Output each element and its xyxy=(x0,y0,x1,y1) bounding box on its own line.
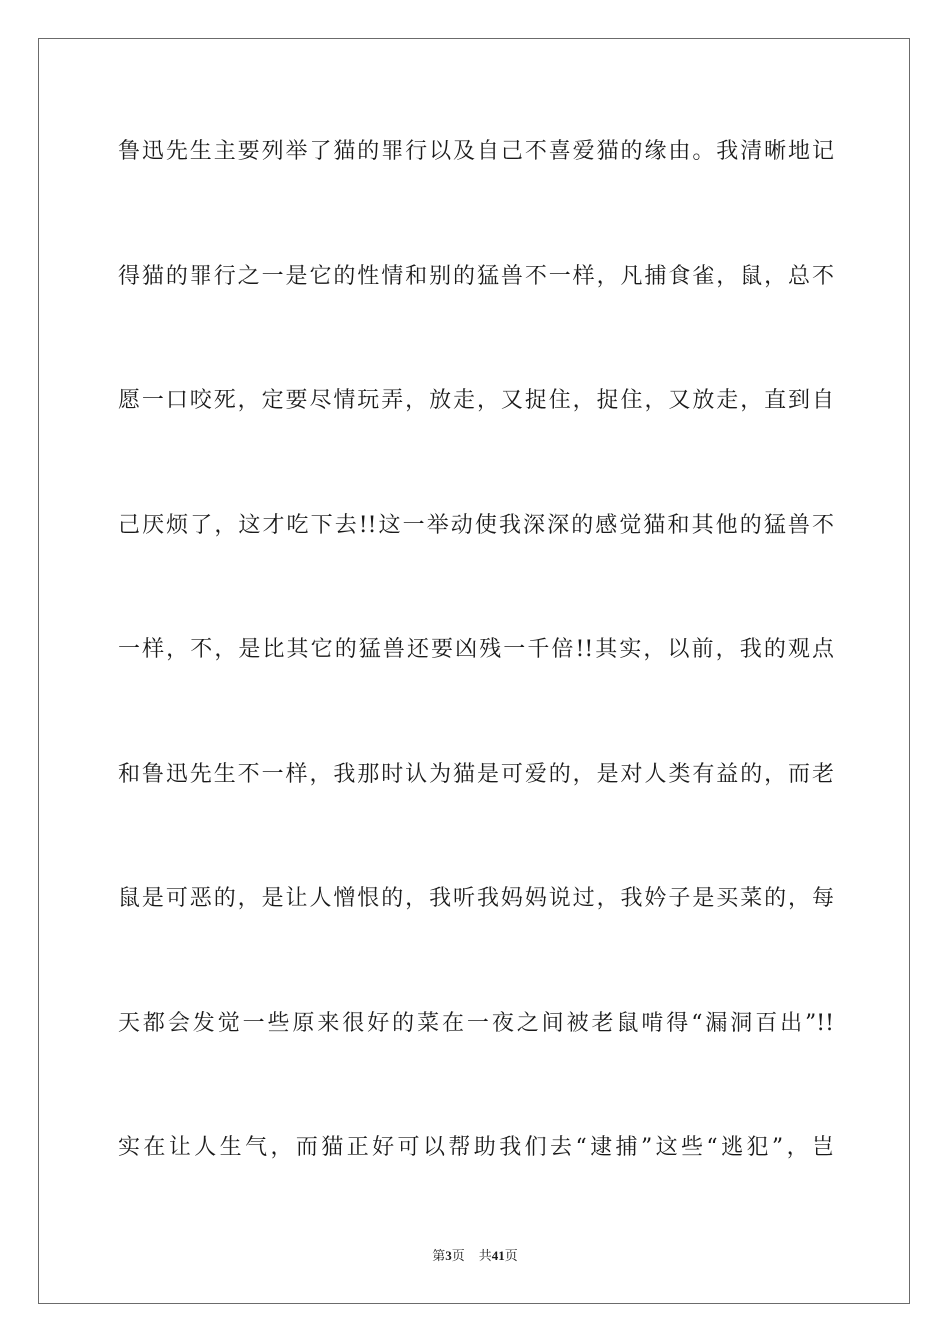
text-line: 得猫的罪行之一是它的性情和别的猛兽不一样，凡捕食雀，鼠，总不 xyxy=(118,263,834,289)
page-suffix: 页 xyxy=(451,1248,465,1263)
text-line: 鲁迅先生主要列举了猫的罪行以及自己不喜爱猫的缘由。我清晰地记 xyxy=(118,139,834,164)
total-prefix: 共 xyxy=(478,1248,492,1263)
body-text xyxy=(118,128,834,1249)
text-line: 天都会发觉一些原来很好的菜在一夜之间被老鼠啃得“漏洞百出”!! xyxy=(118,1010,834,1036)
text-line: 愿一口咬死，定要尽情玩弄，放走，又捉住，捉住，又放走，直到自 xyxy=(118,388,834,413)
text-line: 一样，不，是比其它的猛兽还要凶残一千倍!!其实，以前，我的观点 xyxy=(118,637,834,662)
total-pages: 41 xyxy=(491,1248,505,1263)
total-suffix: 页 xyxy=(504,1248,518,1263)
page-footer xyxy=(0,1246,950,1266)
page-number: 3 xyxy=(445,1248,452,1263)
text-line: 鼠是可恶的，是让人憎恨的，我听我妈妈说过，我妗子是买菜的，每 xyxy=(118,886,834,911)
text-line: 己厌烦了，这才吃下去!!这一举动使我深深的感觉猫和其他的猛兽不 xyxy=(118,512,834,538)
text-line: 和鲁迅先生不一样，我那时认为猫是可爱的，是对人类有益的，而老 xyxy=(118,761,834,787)
text-line: 实在让人生气，而猫正好可以帮助我们去“逮捕”这些“逃犯”，岂 xyxy=(118,1135,834,1160)
page-prefix: 第 xyxy=(432,1248,446,1263)
